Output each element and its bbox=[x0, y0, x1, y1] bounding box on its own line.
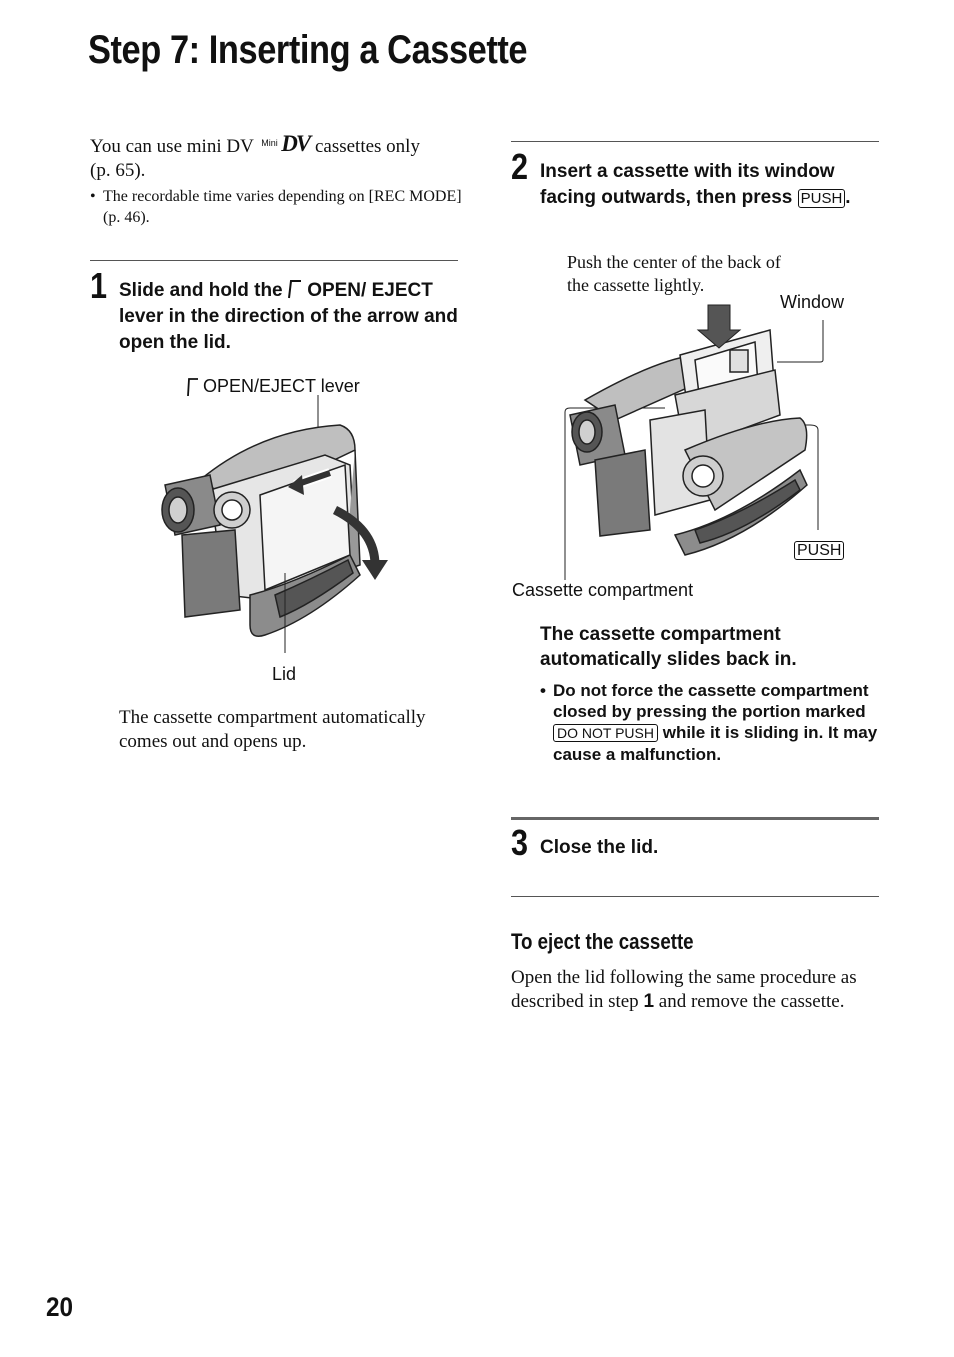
step2-divider bbox=[511, 141, 879, 142]
warning-pre: Do not force the cassette compartment closed by pressing the portion marked bbox=[553, 681, 869, 721]
step3-heading: Close the lid. bbox=[540, 837, 659, 858]
intro-line2: (p. 65). bbox=[90, 160, 146, 181]
step2-heading-end: . bbox=[845, 187, 851, 208]
push-callout bbox=[794, 542, 844, 560]
eject-text-pre: Open the lid following the same procedure as described in step bbox=[511, 967, 857, 1012]
open-eject-lever-icon bbox=[186, 375, 198, 397]
push-button-label: PUSH bbox=[798, 189, 846, 208]
cassette-compartment-callout: Cassette compartment bbox=[512, 580, 694, 600]
step3-number: 3 bbox=[511, 822, 529, 863]
push-callout-label: PUSH bbox=[794, 541, 844, 560]
warning-post: while it is sliding in. It may cause a malfunction. bbox=[553, 723, 878, 764]
step2-heading-text: Insert a cassette with its window facing outwards, then press bbox=[540, 161, 835, 208]
bullet-dot: • bbox=[90, 188, 96, 205]
open-eject-lever-icon bbox=[288, 278, 302, 300]
step3-divider bbox=[511, 817, 879, 820]
step2-warning bbox=[540, 680, 880, 765]
warning-text bbox=[553, 680, 880, 765]
push-hint: Push the center of the back of the cassette lightly. bbox=[567, 252, 781, 295]
intro-line1-pre: You can use mini DV bbox=[90, 136, 254, 157]
mini-dv-logo-dv: DV bbox=[281, 131, 310, 156]
step1-note: The cassette compartment automatically comes out and opens up. bbox=[119, 707, 426, 752]
eject-step-ref: 1 bbox=[643, 991, 655, 1012]
mini-dv-logo bbox=[258, 131, 310, 156]
open-eject-lever-callout bbox=[186, 375, 360, 397]
eject-heading: To eject the cassette bbox=[511, 929, 694, 954]
step1-heading-pre: Slide and hold the bbox=[119, 280, 283, 301]
lid-callout: Lid bbox=[272, 664, 297, 684]
mini-dv-logo-mini: Mini bbox=[261, 138, 278, 148]
step1-heading bbox=[119, 278, 464, 356]
intro-bullet bbox=[90, 186, 462, 228]
intro-line1-post: cassettes only bbox=[314, 136, 420, 157]
step1-heading-post: OPEN/ EJECT lever in the direction of the arrow and open the lid. bbox=[119, 280, 458, 353]
step2-number: 2 bbox=[511, 146, 529, 187]
camcorder-open-lid-illustration bbox=[150, 395, 400, 665]
step1-number: 1 bbox=[90, 265, 108, 306]
page-title: Step 7: Inserting a Cassette bbox=[88, 28, 528, 72]
warning-bullet-dot: • bbox=[540, 681, 546, 700]
step2-heading bbox=[540, 159, 880, 212]
intro-text bbox=[90, 131, 462, 183]
open-eject-lever-label: OPEN/EJECT lever bbox=[203, 376, 360, 396]
do-not-push-label: DO NOT PUSH bbox=[553, 724, 658, 742]
eject-text bbox=[511, 966, 879, 1014]
intro-bullet-text: The recordable time varies depending on [REC MODE] (p. 46). bbox=[103, 188, 462, 226]
step3-bottom-divider bbox=[511, 896, 879, 897]
step2-result: The cassette compartment automatically slides back in. bbox=[540, 624, 797, 670]
window-callout: Window bbox=[780, 292, 845, 312]
page-number: 20 bbox=[46, 1292, 74, 1322]
step1-divider bbox=[90, 260, 458, 261]
eject-text-post: and remove the cassette. bbox=[658, 991, 845, 1012]
